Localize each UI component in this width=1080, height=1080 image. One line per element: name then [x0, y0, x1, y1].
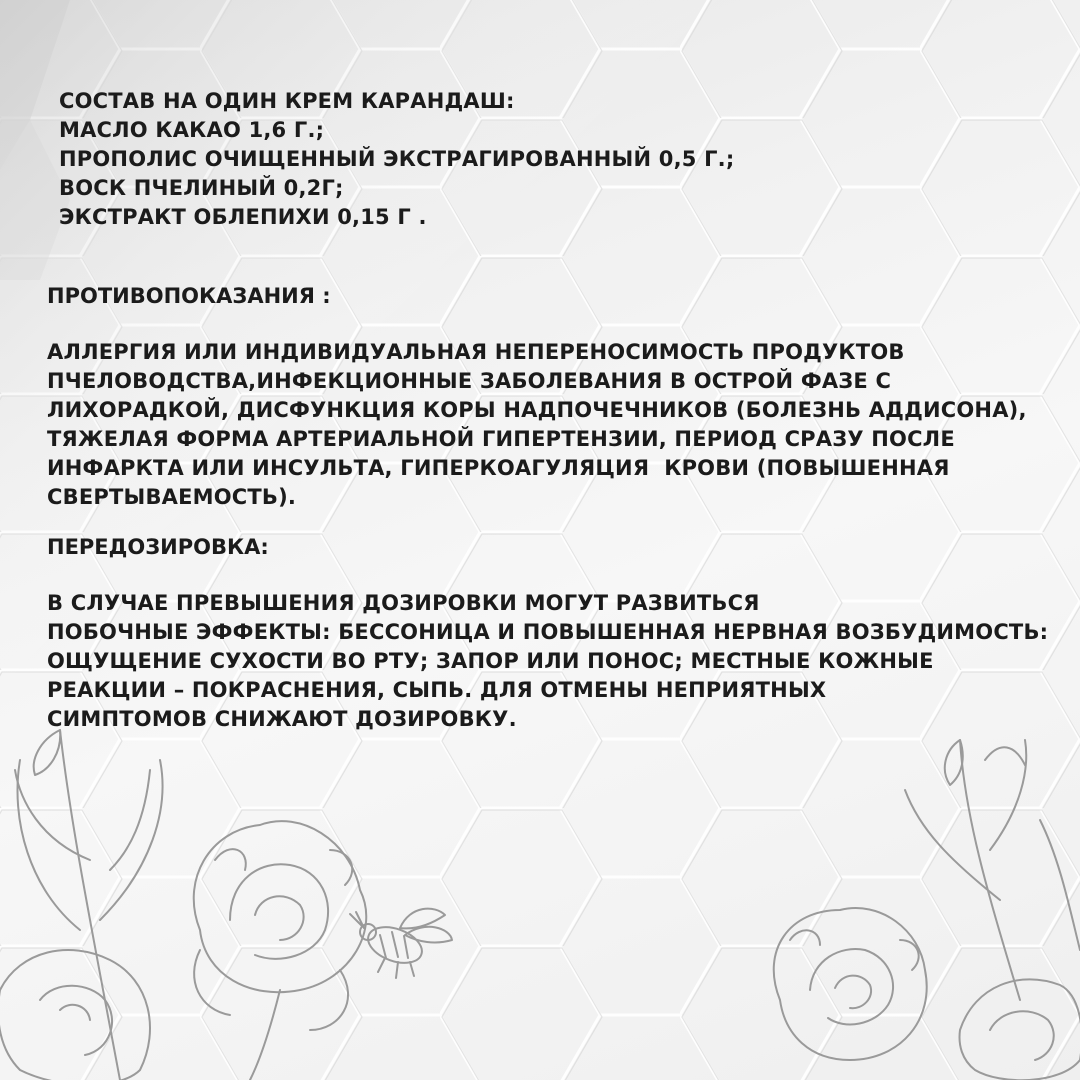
composition-item: ЭКСТРАКТ ОБЛЕПИХИ 0,15 Г . [59, 205, 427, 229]
contraindications-line: ПЧЕЛОВОДСТВА,ИНФЕКЦИОННЫЕ ЗАБОЛЕВАНИЯ В ОСТРОЙ ФАЗЕ С [47, 369, 892, 393]
contraindications-line: ИНФАРКТА ИЛИ ИНСУЛЬТА, ГИПЕРКОАГУЛЯЦИЯ КРОВИ (ПОВЫШЕННАЯ [47, 456, 950, 480]
contraindications-heading: ПРОТИВОПОКАЗАНИЯ : [47, 284, 331, 308]
composition-section [59, 87, 734, 232]
overdose-line: РЕАКЦИИ – ПОКРАСНЕНИЯ, СЫПЬ. ДЛЯ ОТМЕНЫ НЕПРИЯТНЫХ [47, 678, 827, 702]
overdose-line: СИМПТОМОВ СНИЖАЮТ ДОЗИРОВКУ. [47, 707, 517, 731]
flower-lower-left [0, 950, 150, 1080]
carnation-illustration [0, 700, 1080, 1080]
contraindications-line: ТЯЖЕЛАЯ ФОРМА АРТЕРИАЛЬНОЙ ГИПЕРТЕНЗИИ, ПЕРИОД СРАЗУ ПОСЛЕ [47, 427, 955, 451]
flower-far-right [960, 979, 1080, 1080]
flower-left [194, 821, 367, 1080]
overdose-line: В СЛУЧАЕ ПРЕВЫШЕНИЯ ДОЗИРОВКИ МОГУТ РАЗВИТЬСЯ [47, 591, 760, 615]
overdose-text [47, 589, 1048, 734]
composition-item: ПРОПОЛИС ОЧИЩЕННЫЙ ЭКСТРАГИРОВАННЫЙ 0,5 Г.; [59, 147, 735, 171]
composition-title: СОСТАВ НА ОДИН КРЕМ КАРАНДАШ: [59, 89, 515, 113]
overdose-line: ОЩУЩЕНИЕ СУХОСТИ ВО РТУ; ЗАПОР ИЛИ ПОНОС; МЕСТНЫЕ КОЖНЫЕ [47, 649, 934, 673]
overdose-heading: ПЕРЕДОЗИРОВКА: [47, 535, 269, 559]
contraindications-line: СВЕРТЫВАЕМОСТЬ). [47, 485, 297, 509]
overdose-line: ПОБОЧНЫЕ ЭФФЕКТЫ: БЕССОНИЦА И ПОВЫШЕННАЯ НЕРВНАЯ ВОЗБУДИМОСТЬ: [47, 620, 1049, 644]
contraindications-text [47, 338, 1027, 512]
contraindications-line: АЛЛЕРГИЯ ИЛИ ИНДИВИДУАЛЬНАЯ НЕПЕРЕНОСИМОСТЬ ПРОДУКТОВ [47, 340, 905, 364]
contraindications-line: ЛИХОРАДКОЙ, ДИСФУНКЦИЯ КОРЫ НАДПОЧЕЧНИКОВ (БОЛЕЗНЬ АДДИСОНА), [47, 398, 1027, 422]
composition-item: ВОСК ПЧЕЛИНЫЙ 0,2Г; [59, 176, 344, 200]
flower-right [774, 908, 927, 1060]
composition-item: МАСЛО КАКАО 1,6 Г.; [59, 118, 325, 142]
